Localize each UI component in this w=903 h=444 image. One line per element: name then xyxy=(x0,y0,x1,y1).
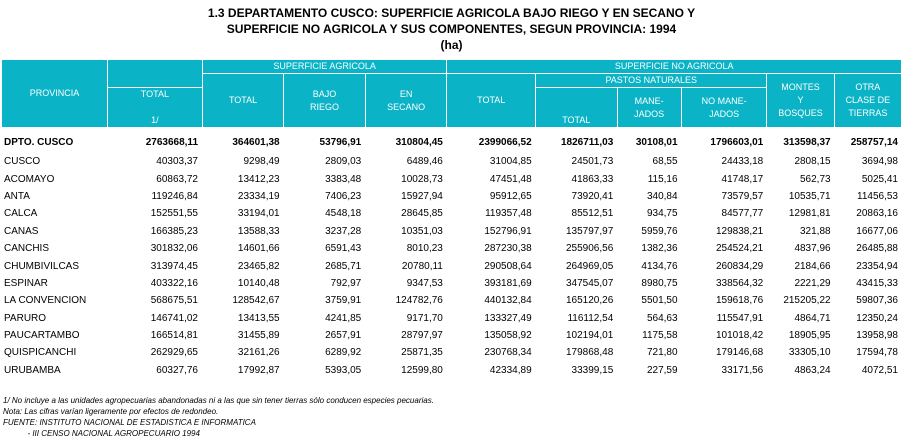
cell-value: 4072,51 xyxy=(861,364,898,376)
cell-provincia: ACOMAYO xyxy=(4,173,55,185)
cell-provincia: CANAS xyxy=(4,225,39,237)
cell-value: 2685,71 xyxy=(325,260,362,272)
cell-value: 403322,16 xyxy=(150,277,198,289)
cell-value: 115547,91 xyxy=(716,312,764,324)
cell-value: 166514,81 xyxy=(150,330,198,342)
footnote-1: 1/ No incluye a las unidades agropecuarias abandonadas ni a las que sin tener tierras sólo conducen especies pecuarias. xyxy=(3,396,434,405)
cell-value: 124782,76 xyxy=(395,295,443,307)
cell-value: 165120,26 xyxy=(565,295,614,307)
cell-provincia: CHUMBIVILCAS xyxy=(4,260,80,272)
cell-value: 4548,18 xyxy=(325,208,362,220)
cell-value: 16677,06 xyxy=(856,225,898,237)
cell-value: 792,97 xyxy=(330,277,362,289)
cell-value: 2763668,11 xyxy=(145,136,198,148)
footnote-nota: Nota: Las cifras varían ligeramente por efectos de redondeo. xyxy=(3,407,219,416)
header-superficie-no-agricola: SUPERFICIE NO AGRICOLA xyxy=(447,60,902,74)
table-row xyxy=(1,362,902,379)
cell-value: 10028,73 xyxy=(401,173,443,185)
cell-value: 3694,98 xyxy=(861,156,898,168)
cell-value: 102194,01 xyxy=(565,330,614,342)
cell-value: 84577,77 xyxy=(721,208,764,220)
cell-value: 101018,42 xyxy=(715,330,764,342)
page-subtitle: SUPERFICIE NO AGRICOLA Y SUS COMPONENTES, SEGUN PROVINCIA: 1994 xyxy=(226,22,677,36)
table-row xyxy=(1,344,902,361)
cell-value: 1826711,03 xyxy=(560,136,614,148)
cell-value: 73920,41 xyxy=(571,190,614,202)
header-manejados: MANE- JADOS xyxy=(617,88,681,128)
cell-value: 13412,23 xyxy=(237,173,280,185)
table-row xyxy=(1,292,902,309)
cell-value: 32161,26 xyxy=(237,347,280,359)
cell-provincia: QUISPICANCHI xyxy=(4,347,77,359)
cell-value: 6289,92 xyxy=(325,347,362,359)
cell-value: 68,55 xyxy=(652,156,678,168)
table-row xyxy=(1,327,902,344)
table-row xyxy=(1,257,902,274)
cell-value: 73579,57 xyxy=(721,190,764,202)
cell-value: 260834,29 xyxy=(715,260,764,272)
cell-value: 133327,49 xyxy=(484,312,532,324)
cell-value: 340,84 xyxy=(646,190,678,202)
cell-value: 33305,10 xyxy=(788,347,831,359)
cell-value: 85512,51 xyxy=(571,208,614,220)
footnote-censo: - III CENSO NACIONAL AGROPECUARIO 1994 xyxy=(3,429,200,438)
cell-value: 287230,38 xyxy=(484,243,532,255)
cell-provincia: PAUCARTAMBO xyxy=(4,330,80,342)
cell-value: 166385,23 xyxy=(150,225,198,237)
cell-value: 393181,69 xyxy=(484,277,532,289)
cell-value: 59807,36 xyxy=(856,295,898,307)
header-en-secano: EN SECANO xyxy=(365,74,447,128)
cell-value: 290508,64 xyxy=(484,260,532,272)
cell-value: 568675,51 xyxy=(150,295,198,307)
table-row xyxy=(1,275,902,292)
table-row xyxy=(1,205,902,222)
cell-value: 28645,85 xyxy=(401,208,443,220)
cell-value: 1382,36 xyxy=(641,243,678,255)
cell-value: 53796,91 xyxy=(319,136,362,148)
cell-value: 10351,03 xyxy=(401,225,443,237)
cell-value: 255906,56 xyxy=(565,243,614,255)
cell-value: 262929,65 xyxy=(150,347,198,359)
cell-value: 3237,28 xyxy=(325,225,362,237)
header-no-manejados: NO MANE- JADOS xyxy=(681,88,767,128)
cell-value: 26485,88 xyxy=(856,243,898,255)
unit-label: (ha) xyxy=(440,38,463,52)
cell-value: 119246,84 xyxy=(151,190,198,202)
cell-value: 20863,16 xyxy=(856,208,898,220)
cell-value: 8980,75 xyxy=(641,277,678,289)
cell-value: 60863,72 xyxy=(156,173,198,185)
cell-value: 28797,97 xyxy=(401,330,443,342)
cell-value: 230768,34 xyxy=(484,347,532,359)
cell-value: 14601,66 xyxy=(237,243,280,255)
cell-value: 23465,82 xyxy=(237,260,280,272)
cell-value: 152796,91 xyxy=(484,225,532,237)
cell-value: 179146,68 xyxy=(715,347,764,359)
table-row xyxy=(1,310,902,327)
cell-value: 31004,85 xyxy=(489,156,532,168)
header-pastos-naturales: PASTOS NATURALES xyxy=(536,74,767,88)
cell-provincia: PARURO xyxy=(4,312,47,324)
cell-value: 5393,05 xyxy=(325,364,362,376)
cell-value: 10140,48 xyxy=(237,277,280,289)
cell-value: 1175,58 xyxy=(642,330,678,342)
cell-value: 347545,07 xyxy=(565,277,614,289)
cell-value: 152551,55 xyxy=(150,208,198,220)
cell-value: 1796603,01 xyxy=(710,136,764,148)
cell-value: 33399,15 xyxy=(571,364,614,376)
cell-value: 6591,43 xyxy=(325,243,362,255)
cell-value: 10535,71 xyxy=(788,190,831,202)
cell-value: 15927,94 xyxy=(401,190,443,202)
header-total-blank xyxy=(107,60,202,88)
cell-value: 41748,17 xyxy=(721,173,764,185)
table-row-total xyxy=(1,131,902,153)
cell-value: 12981,81 xyxy=(788,208,831,220)
cell-value: 135797,97 xyxy=(565,225,614,237)
cell-provincia: ESPINAR xyxy=(4,277,48,289)
cell-value: 321,88 xyxy=(800,225,831,237)
cell-value: 12599,80 xyxy=(401,364,443,376)
cell-provincia: CANCHIS xyxy=(4,243,50,255)
cell-value: 31455,89 xyxy=(237,330,280,342)
cell-value: 18905,95 xyxy=(788,330,831,342)
cell-provincia: CUSCO xyxy=(4,156,41,168)
header-na-total: TOTAL xyxy=(447,74,536,128)
cell-value: 313974,45 xyxy=(150,260,198,272)
header-bajo-riego: BAJO RIEGO xyxy=(284,74,366,128)
cell-value: 42334,89 xyxy=(489,364,532,376)
cell-value: 562,73 xyxy=(800,173,831,185)
cell-value: 264969,05 xyxy=(565,260,614,272)
cell-value: 2221,29 xyxy=(794,277,831,289)
cell-value: 23334,19 xyxy=(237,190,280,202)
header-otra-clase: OTRA CLASE DE TIERRAS xyxy=(834,74,901,128)
cell-value: 364601,38 xyxy=(232,136,280,148)
header-pastos-total: TOTAL xyxy=(536,88,618,128)
cell-provincia: ANTA xyxy=(4,190,30,202)
cell-value: 23354,94 xyxy=(856,260,898,272)
cell-value: 3383,48 xyxy=(325,173,362,185)
cell-value: 7406,23 xyxy=(325,190,362,202)
cell-value: 129838,21 xyxy=(715,225,764,237)
table-header xyxy=(1,59,902,128)
cell-value: 25871,35 xyxy=(401,347,443,359)
cell-value: 4134,76 xyxy=(641,260,678,272)
cell-value: 11456,53 xyxy=(857,190,898,202)
cell-provincia: LA CONVENCION xyxy=(4,295,87,307)
cell-value: 40303,37 xyxy=(156,156,198,168)
cell-value: 721,80 xyxy=(646,347,678,359)
cell-value: 24433,18 xyxy=(721,156,764,168)
header-montes-bosques: MONTES Y BOSQUES xyxy=(767,74,834,128)
table-row xyxy=(1,240,902,257)
cell-value: 2184,66 xyxy=(794,260,831,272)
page-title: 1.3 DEPARTAMENTO CUSCO: SUPERFICIE AGRICOLA BAJO RIEGO Y EN SECANO Y xyxy=(207,6,696,20)
cell-value: 2809,03 xyxy=(325,156,362,168)
cell-value: 146741,02 xyxy=(150,312,198,324)
cell-value: 9347,53 xyxy=(406,277,443,289)
cell-value: 2399066,52 xyxy=(478,136,532,148)
cell-value: 13413,55 xyxy=(237,312,280,324)
cell-value: 6489,46 xyxy=(406,156,443,168)
cell-value: 47451,48 xyxy=(489,173,532,185)
cell-value: 5501,50 xyxy=(641,295,678,307)
footnotes xyxy=(3,395,434,439)
table-row xyxy=(1,153,902,170)
cell-value: 2657,91 xyxy=(325,330,362,342)
cell-value: 33194,01 xyxy=(237,208,280,220)
cell-provincia: CALCA xyxy=(4,208,38,220)
cell-value: 60327,76 xyxy=(156,364,198,376)
cell-value: 24501,73 xyxy=(571,156,614,168)
cell-value: 9298,49 xyxy=(243,156,280,168)
cell-value: 17992,87 xyxy=(237,364,280,376)
cell-value: 17594,78 xyxy=(856,347,898,359)
cell-value: 159618,76 xyxy=(715,295,764,307)
cell-value: 8010,23 xyxy=(406,243,443,255)
cell-value: 12350,24 xyxy=(856,312,898,324)
cell-value: 5025,41 xyxy=(861,173,898,185)
cell-value: 43415,33 xyxy=(856,277,898,289)
cell-value: 934,75 xyxy=(646,208,678,220)
header-superficie-agricola: SUPERFICIE AGRICOLA xyxy=(202,60,447,74)
cell-value: 258757,14 xyxy=(850,136,898,148)
cell-value: 227,59 xyxy=(646,364,678,376)
header-provincia: PROVINCIA xyxy=(2,60,108,128)
table-row xyxy=(1,170,902,187)
cell-value: 4837,96 xyxy=(794,243,831,255)
cell-value: 115,16 xyxy=(647,173,678,185)
footnote-fuente: FUENTE: INSTITUTO NACIONAL DE ESTADISTICA E INFORMATICA xyxy=(3,418,256,427)
cell-provincia: DPTO. CUSCO xyxy=(4,136,74,148)
header-total: TOTAL 1/ xyxy=(107,88,202,128)
cell-value: 4864,71 xyxy=(794,312,831,324)
cell-value: 338564,32 xyxy=(715,277,764,289)
cell-value: 33171,56 xyxy=(721,364,764,376)
cell-value: 119357,48 xyxy=(485,208,532,220)
cell-value: 13958,98 xyxy=(856,330,898,342)
cell-value: 215205,22 xyxy=(783,295,831,307)
cell-value: 4241,85 xyxy=(325,312,362,324)
cell-value: 254524,21 xyxy=(715,243,764,255)
cell-value: 2808,15 xyxy=(794,156,831,168)
cell-value: 179868,48 xyxy=(565,347,614,359)
cell-value: 95912,65 xyxy=(489,190,532,202)
cell-value: 310804,45 xyxy=(395,136,443,148)
cell-value: 30108,01 xyxy=(635,136,678,148)
cell-provincia: URUBAMBA xyxy=(4,364,61,376)
cell-value: 116112,54 xyxy=(567,312,614,324)
cell-value: 20780,11 xyxy=(401,260,443,272)
table-row xyxy=(1,223,902,240)
cell-value: 4863,24 xyxy=(794,364,831,376)
cell-value: 135058,92 xyxy=(484,330,532,342)
cell-value: 3759,91 xyxy=(325,295,362,307)
cell-value: 128542,67 xyxy=(232,295,280,307)
cell-value: 440132,84 xyxy=(484,295,532,307)
cell-value: 41863,33 xyxy=(571,173,614,185)
cell-value: 313598,37 xyxy=(783,136,831,148)
header-ag-total: TOTAL xyxy=(202,74,284,128)
cell-value: 564,63 xyxy=(646,312,678,324)
cell-value: 301832,06 xyxy=(150,243,198,255)
data-table xyxy=(1,131,902,379)
cell-value: 5959,76 xyxy=(641,225,678,237)
cell-value: 9171,70 xyxy=(406,312,443,324)
table-row xyxy=(1,188,902,205)
cell-value: 13588,33 xyxy=(237,225,280,237)
